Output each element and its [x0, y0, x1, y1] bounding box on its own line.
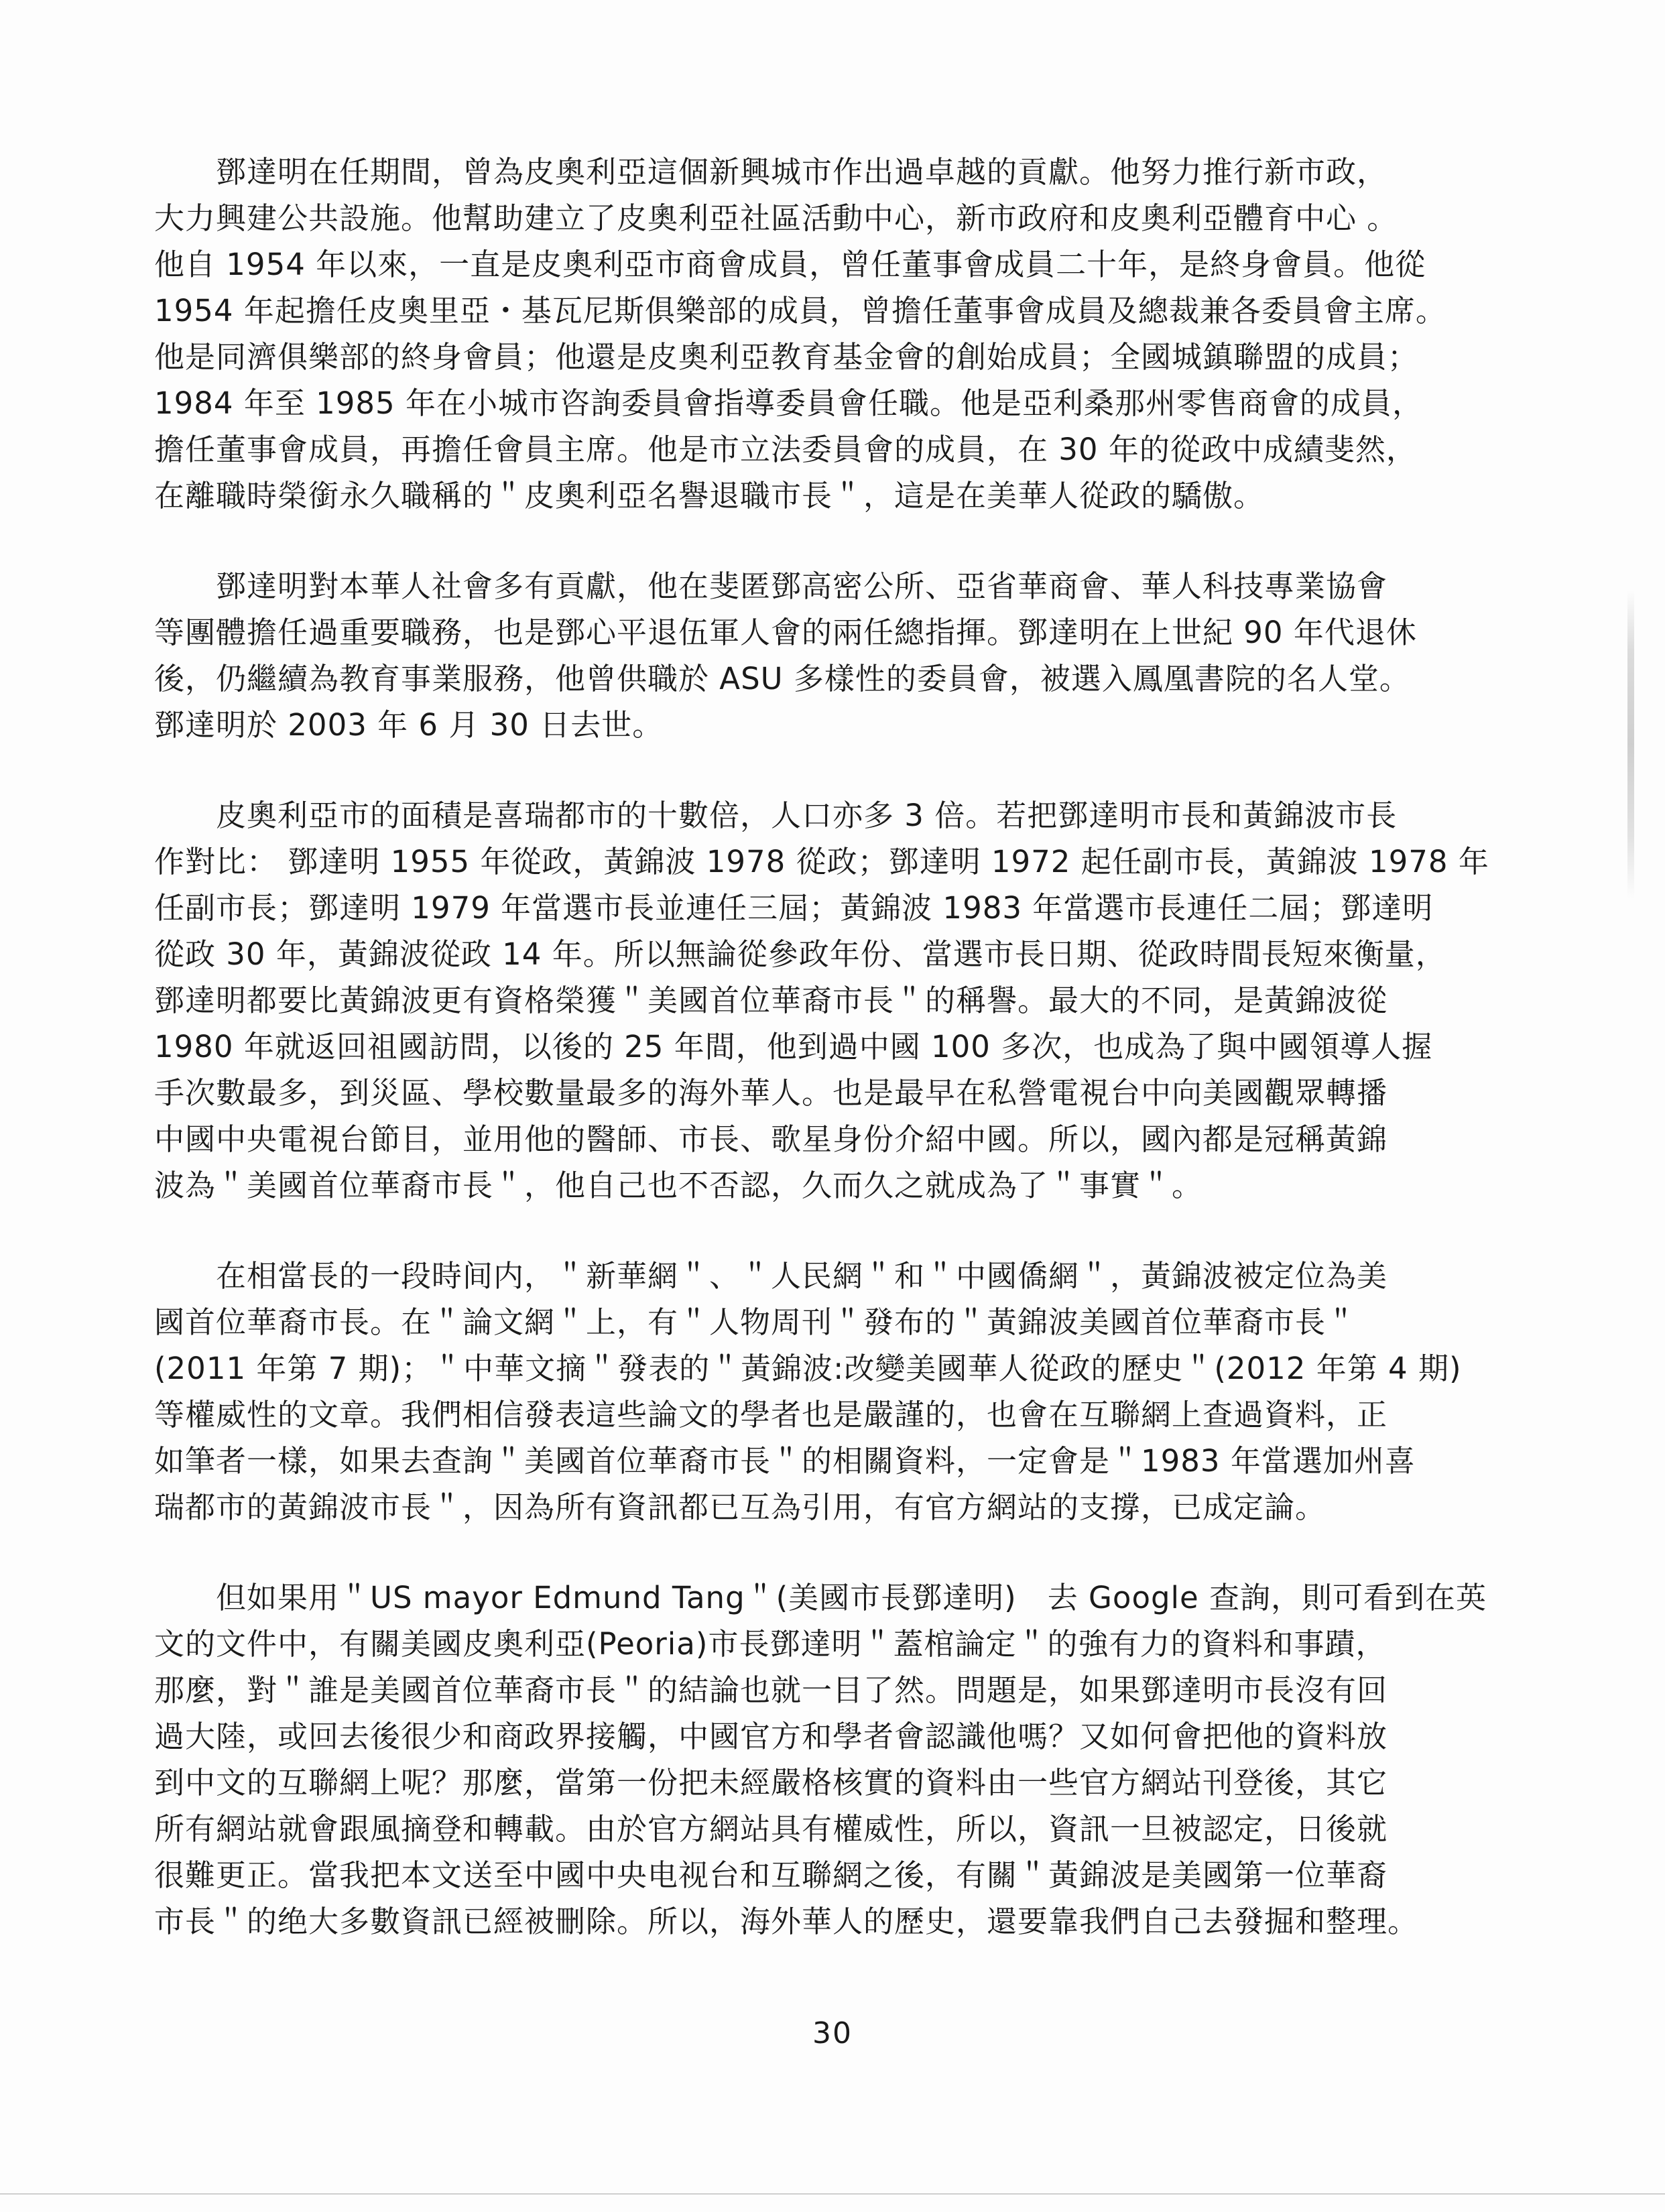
text-line: 國首位華裔市長。在＂論文網＂上，有＂人物周刊＂發布的＂黃錦波美國首位華裔市長＂: [154, 1304, 1357, 1340]
text-line: 鄧達明在任期間，曾為皮奧利亞這個新興城市作出過卓越的貢獻。他努力推行新市政，: [154, 154, 1388, 190]
paragraph: [154, 149, 1495, 519]
text-line: 從政 30 年，黃錦波從政 14 年。所以無論從參政年份、當選市長日期、從政時間長短來衡量，: [154, 936, 1446, 972]
text-line: 作對比： 鄧達明 1955 年從政，黃錦波 1978 從政；鄧達明 1972 起任副市長，黃錦波 1978 年: [154, 844, 1489, 879]
text-line: 中國中央電視台節目，並用他的醫師、市長、歌星身份介紹中國。所以，國內都是冠稱黃錦: [154, 1121, 1388, 1157]
paragraph: [154, 792, 1495, 1209]
text-line: 皮奧利亞市的面積是喜瑞都市的十數倍，人口亦多 3 倍。若把鄧達明市長和黃錦波市長: [154, 798, 1398, 833]
text-line: 在相當長的一段時间内，＂新華網＂、＂人民網＂和＂中國僑網＂，黃錦波被定位為美: [154, 1258, 1388, 1294]
text-line: 1954 年起擔任皮奧里亞・基瓦尼斯俱樂部的成員，曾擔任董事會成員及總裁兼各委員會主席。: [154, 293, 1446, 328]
text-line: 1984 年至 1985 年在小城市咨詢委員會指導委員會任職。他是亞利桑那州零售商會的成員，: [154, 385, 1423, 421]
text-line: 文的文件中，有關美國皮奧利亞(Peoria)市長鄧達明＂蓋棺論定＂的強有力的資料和事蹟，: [154, 1626, 1387, 1662]
text-line: 等團體擔任過重要職務，也是鄧心平退伍軍人會的兩任總指揮。鄧達明在上世紀 90 年代退休: [154, 615, 1417, 650]
text-line: 瑞都市的黃錦波市長＂，因為所有資訊都已互為引用，有官方網站的支撐，已成定論。: [154, 1489, 1327, 1525]
text-line: 他自 1954 年以來，一直是皮奧利亞市商會成員，曾任董事會成員二十年，是終身會員。他從: [154, 247, 1426, 282]
text-line: 大力興建公共設施。他幫助建立了皮奧利亞社區活動中心，新市政府和皮奧利亞體育中心 。: [154, 200, 1398, 236]
text-line: 但如果用＂US mayor Edmund Tang＂(美國市長鄧達明) 去 Google 查詢，則可看到在英: [154, 1580, 1487, 1615]
text-line: 他是同濟俱樂部的終身會員；他還是皮奧利亞教育基金會的創始成員；全國城鎮聯盟的成員；: [154, 339, 1419, 375]
paragraph: [154, 563, 1495, 748]
paragraph: [154, 1253, 1495, 1530]
text-line: 到中文的互聯網上呢？那麼，當第一份把未經嚴格核實的資料由一些官方網站刊登後，其它: [154, 1765, 1388, 1800]
text-line: 那麼，對＂誰是美國首位華裔市長＂的結論也就一目了然。問題是，如果鄧達明市長沒有回: [154, 1672, 1388, 1708]
text-line: (2011 年第 7 期)；＂中華文摘＂發表的＂黃錦波:改變美國華人從政的歷史＂(2012 年第 4 期): [154, 1351, 1462, 1386]
page-number: 30: [812, 2016, 853, 2050]
scan-edge-mark: [1627, 590, 1634, 898]
text-line: 如筆者一樣，如果去查詢＂美國首位華裔市長＂的相關資料，一定會是＂1983 年當選加州喜: [154, 1443, 1416, 1479]
text-line: 1980 年就返回祖國訪問，以後的 25 年間，他到過中國 100 多次，也成為了與中國領導人握: [154, 1029, 1433, 1064]
text-line: 鄧達明對本華人社會多有貢獻，他在斐匿鄧高密公所、亞省華商會、華人科技專業協會: [154, 568, 1388, 604]
text-line: 手次數最多，到災區、學校數量最多的海外華人。也是最早在私營電視台中向美國觀眾轉播: [154, 1075, 1388, 1111]
text-line: 鄧達明於 2003 年 6 月 30 日去世。: [154, 707, 664, 743]
text-line: 後，仍繼續為教育事業服務，他曾供職於 ASU 多樣性的委員會，被選入鳳凰書院的名人堂。: [154, 661, 1410, 696]
text-line: 等權威性的文章。我們相信發表這些論文的學者也是嚴謹的，也會在互聯網上查過資料，正: [154, 1397, 1388, 1432]
paragraph: [154, 1575, 1495, 1945]
text-line: 市長＂的绝大多數資訊已經被刪除。所以，海外華人的歷史，還要靠我們自己去發掘和整理。: [154, 1904, 1419, 1939]
text-line: 擔任董事會成員，再擔任會員主席。他是市立法委員會的成員，在 30 年的從政中成績斐然，: [154, 432, 1417, 467]
scan-bottom-edge: [0, 2193, 1665, 2195]
text-line: 任副市長；鄧達明 1979 年當選市長並連任三屆；黃錦波 1983 年當選市長連任二屆；鄧達明: [154, 890, 1434, 926]
document-body: [154, 149, 1495, 1989]
text-line: 波為＂美國首位華裔市長＂，他自己也不否認，久而久之就成為了＂事實＂。: [154, 1168, 1203, 1203]
text-line: 過大陸，或回去後很少和商政界接觸，中國官方和學者會認識他嗎？又如何會把他的資料放: [154, 1719, 1388, 1754]
text-line: 在離職時榮銜永久職稱的＂皮奧利亞名譽退職市長＂，這是在美華人從政的驕傲。: [154, 478, 1265, 513]
text-line: 鄧達明都要比黃錦波更有資格榮獲＂美國首位華裔市長＂的稱譽。最大的不同，是黃錦波從: [154, 983, 1388, 1018]
text-line: 所有網站就會跟風摘登和轉載。由於官方網站具有權威性，所以，資訊一旦被認定，日後就: [154, 1811, 1388, 1847]
text-line: 很難更正。當我把本文送至中國中央电视台和互聯網之後，有關＂黃錦波是美國第一位華裔: [154, 1857, 1388, 1893]
